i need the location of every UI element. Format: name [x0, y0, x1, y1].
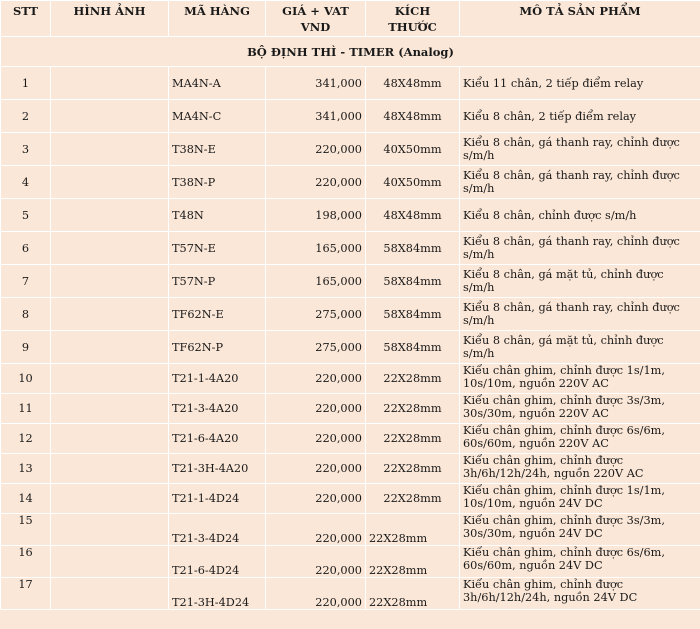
row-stt: 9 — [1, 331, 51, 364]
row-price: 165,000 — [266, 265, 366, 298]
row-size: 22X28mm — [366, 514, 460, 546]
row-image-cell — [51, 166, 169, 199]
row-product-code: MA4N-C — [169, 100, 266, 133]
row-product-code: TF62N-E — [169, 298, 266, 331]
table-row — [1, 484, 700, 514]
row-description: Kiểu chân ghim, chỉnh được 1s/1m, 10s/10m, nguồn 220V AC — [460, 364, 700, 394]
row-description: Kiểu chân ghim, chỉnh được 1s/1m, 10s/10m, nguồn 24V DC — [460, 484, 700, 514]
row-price: 220,000 — [266, 546, 366, 578]
table-row — [1, 364, 700, 394]
row-price: 275,000 — [266, 331, 366, 364]
row-description: Kiểu 8 chân, gá thanh ray, chỉnh được s/m/h — [460, 232, 700, 265]
section-header-row — [1, 37, 700, 67]
row-size: 58X84mm — [366, 232, 460, 265]
row-stt: 10 — [1, 364, 51, 394]
row-product-code: T21-3H-4D24 — [169, 578, 266, 610]
row-description: Kiểu 8 chân, gá mặt tủ, chỉnh được s/m/h — [460, 331, 700, 364]
row-price: 220,000 — [266, 394, 366, 424]
row-image-cell — [51, 578, 169, 610]
row-stt: 15 — [1, 514, 51, 546]
table-row — [1, 394, 700, 424]
row-product-code: T38N-E — [169, 133, 266, 166]
table-row — [1, 298, 700, 331]
row-image-cell — [51, 424, 169, 454]
row-description: Kiểu 8 chân, gá thanh ray, chỉnh được s/m/h — [460, 133, 700, 166]
row-price: 220,000 — [266, 514, 366, 546]
row-price: 275,000 — [266, 298, 366, 331]
table-row — [1, 67, 700, 100]
row-description: Kiểu 8 chân, 2 tiếp điểm relay — [460, 100, 700, 133]
row-size: 22X28mm — [366, 484, 460, 514]
row-size: 22X28mm — [366, 578, 460, 610]
row-image-cell — [51, 364, 169, 394]
table-row — [1, 265, 700, 298]
row-size: 58X84mm — [366, 331, 460, 364]
row-image-cell — [51, 67, 169, 100]
header-image: HÌNH ẢNH — [51, 1, 169, 37]
row-image-cell — [51, 100, 169, 133]
row-product-code: T38N-P — [169, 166, 266, 199]
row-size: 22X28mm — [366, 454, 460, 484]
row-stt: 2 — [1, 100, 51, 133]
row-size: 40X50mm — [366, 166, 460, 199]
row-description: Kiểu 8 chân, gá thanh ray, chỉnh được s/m/h — [460, 298, 700, 331]
row-price: 220,000 — [266, 454, 366, 484]
row-size: 22X28mm — [366, 394, 460, 424]
row-stt: 5 — [1, 199, 51, 232]
row-stt: 8 — [1, 298, 51, 331]
row-image-cell — [51, 331, 169, 364]
row-description: Kiểu chân ghim, chỉnh được 6s/6m, 60s/60m, nguồn 220V AC — [460, 424, 700, 454]
header-description: MÔ TẢ SẢN PHẨM — [460, 1, 700, 37]
row-description: Kiểu 8 chân, gá thanh ray, chỉnh được s/m/h — [460, 166, 700, 199]
row-size: 48X48mm — [366, 100, 460, 133]
row-description: Kiểu chân ghim, chỉnh được 3s/3m, 30s/30m, nguồn 220V AC — [460, 394, 700, 424]
header-size: KÍCH THƯỚC — [366, 1, 460, 37]
row-size: 48X48mm — [366, 199, 460, 232]
row-size: 48X48mm — [366, 67, 460, 100]
row-price: 220,000 — [266, 578, 366, 610]
row-image-cell — [51, 199, 169, 232]
header-code: MÃ HÀNG — [169, 1, 266, 37]
header-stt: STT — [1, 1, 51, 37]
table-row — [1, 424, 700, 454]
table-row — [1, 199, 700, 232]
row-price: 220,000 — [266, 133, 366, 166]
row-stt: 16 — [1, 546, 51, 578]
row-stt: 12 — [1, 424, 51, 454]
row-description: Kiểu chân ghim, chỉnh được 3s/3m, 30s/30m, nguồn 24V DC — [460, 514, 700, 546]
row-image-cell — [51, 514, 169, 546]
row-product-code: MA4N-A — [169, 67, 266, 100]
row-image-cell — [51, 265, 169, 298]
row-size: 22X28mm — [366, 424, 460, 454]
table-row — [1, 133, 700, 166]
row-stt: 11 — [1, 394, 51, 424]
row-description: Kiểu chân ghim, chỉnh được 6s/6m, 60s/60m, nguồn 24V DC — [460, 546, 700, 578]
row-description: Kiểu 8 chân, chỉnh được s/m/h — [460, 199, 700, 232]
row-size: 58X84mm — [366, 298, 460, 331]
section-title: BỘ ĐỊNH THÌ - TIMER (Analog) — [1, 37, 700, 67]
row-image-cell — [51, 298, 169, 331]
row-price: 341,000 — [266, 67, 366, 100]
table-row — [1, 454, 700, 484]
row-price: 220,000 — [266, 364, 366, 394]
row-image-cell — [51, 454, 169, 484]
row-product-code: T21-1-4D24 — [169, 484, 266, 514]
row-image-cell — [51, 484, 169, 514]
table-row — [1, 331, 700, 364]
row-price: 220,000 — [266, 484, 366, 514]
header-price: GIÁ + VAT VND — [266, 1, 366, 37]
row-product-code: T57N-E — [169, 232, 266, 265]
row-description: Kiểu 11 chân, 2 tiếp điểm relay — [460, 67, 700, 100]
row-stt: 7 — [1, 265, 51, 298]
row-product-code: T48N — [169, 199, 266, 232]
row-product-code: TF62N-P — [169, 331, 266, 364]
row-image-cell — [51, 546, 169, 578]
row-description: Kiểu chân ghim, chỉnh được 3h/6h/12h/24h, nguồn 24V DC — [460, 578, 700, 610]
row-stt: 17 — [1, 578, 51, 610]
row-size: 40X50mm — [366, 133, 460, 166]
row-product-code: T21-3-4A20 — [169, 394, 266, 424]
table-row — [1, 578, 700, 610]
row-image-cell — [51, 133, 169, 166]
row-size: 22X28mm — [366, 546, 460, 578]
table-row — [1, 166, 700, 199]
table-row — [1, 546, 700, 578]
row-stt: 13 — [1, 454, 51, 484]
row-size: 58X84mm — [366, 265, 460, 298]
row-price: 220,000 — [266, 166, 366, 199]
row-product-code: T21-6-4D24 — [169, 546, 266, 578]
row-description: Kiểu 8 chân, gá mặt tủ, chỉnh được s/m/h — [460, 265, 700, 298]
row-stt: 14 — [1, 484, 51, 514]
table-row — [1, 100, 700, 133]
row-stt: 4 — [1, 166, 51, 199]
row-price: 198,000 — [266, 199, 366, 232]
table-row — [1, 232, 700, 265]
row-price: 341,000 — [266, 100, 366, 133]
row-size: 22X28mm — [366, 364, 460, 394]
row-image-cell — [51, 394, 169, 424]
row-stt: 3 — [1, 133, 51, 166]
table-row — [1, 514, 700, 546]
row-price: 220,000 — [266, 424, 366, 454]
row-image-cell — [51, 232, 169, 265]
row-description: Kiểu chân ghim, chỉnh được 3h/6h/12h/24h, nguồn 220V AC — [460, 454, 700, 484]
row-stt: 6 — [1, 232, 51, 265]
row-product-code: T21-1-4A20 — [169, 364, 266, 394]
row-stt: 1 — [1, 67, 51, 100]
header-row — [1, 1, 700, 37]
row-product-code: T21-3H-4A20 — [169, 454, 266, 484]
row-price: 165,000 — [266, 232, 366, 265]
row-product-code: T21-6-4A20 — [169, 424, 266, 454]
row-product-code: T57N-P — [169, 265, 266, 298]
row-product-code: T21-3-4D24 — [169, 514, 266, 546]
